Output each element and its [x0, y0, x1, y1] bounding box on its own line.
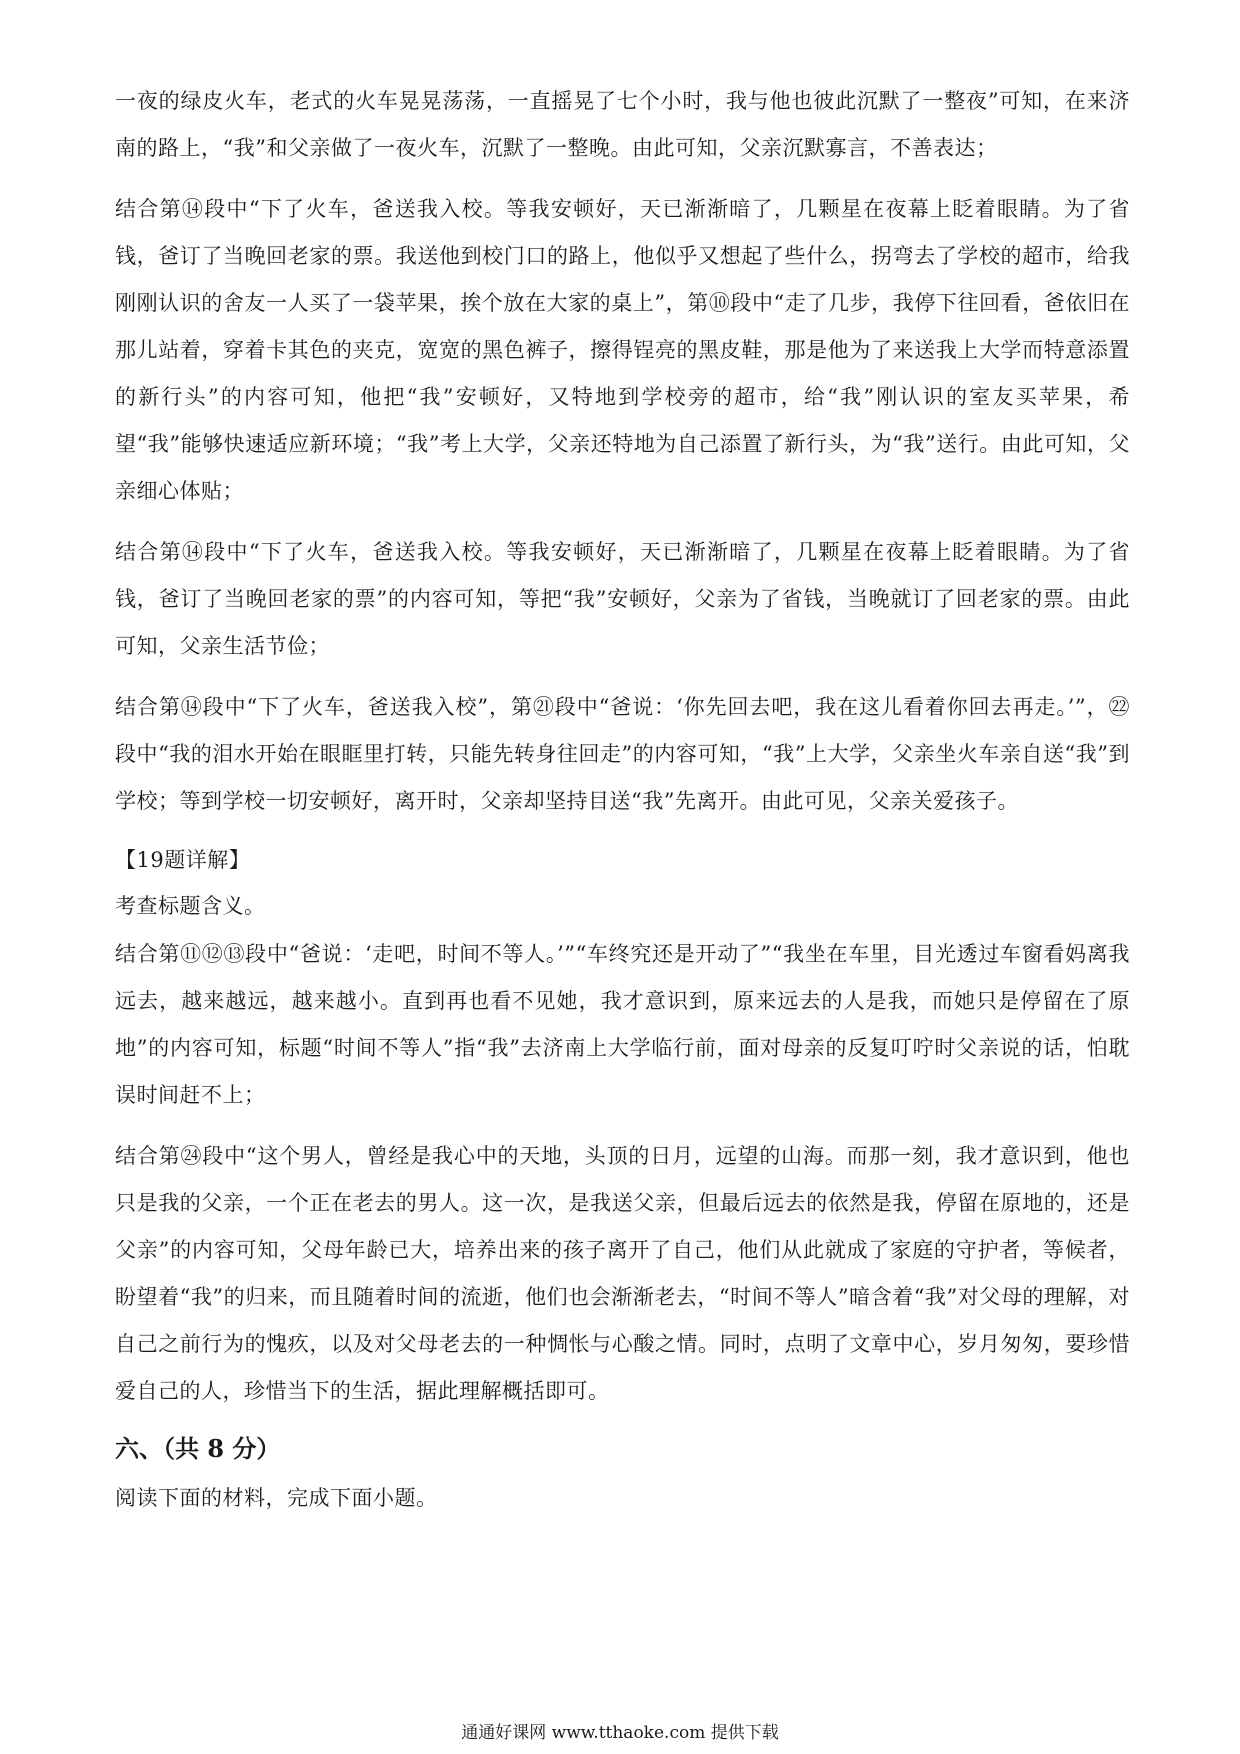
section-six-instruction: 阅读下面的材料，完成下面小题。	[115, 1486, 438, 1510]
paragraph-father-loving: 结合第⑭段中“下了火车，爸送我入校”，第㉑段中“爸说：‘你先回去吧，我在这儿看着你回去再走。’”，㉒段中“我的泪水开始在眼眶里打转，只能先转身往回走”的内容可知，“我”上大学，父亲坐火车亲自送“我”到学校；等到学校一切安顿好，离开时，父亲却坚持目送“我”先离开。由此可见，父亲关爱孩子。	[115, 695, 1130, 813]
paragraph-title-meaning-2: 结合第㉔段中“这个男人，曾经是我心中的天地，头顶的日月，远望的山海。而那一刻，我才意识到，他也只是我的父亲，一个正在老去的男人。这一次，是我送父亲，但最后远去的依然是我，停留在原地的，还是父亲”的内容可知，父母年龄已大，培养出来的孩子离开了自己，他们从此就成了家庭的守护者，等候者，盼望着“我”的归来，而且随着时间的流逝，他们也会渐渐老去，“时间不等人”暗含着“我”对父母的理解，对自己之前行为的愧疚，以及对父母老去的一种惆怅与心酸之情。同时，点明了文章中心，岁月匆匆，要珍惜爱自己的人，珍惜当下的生活，据此理解概括即可。	[115, 1144, 1130, 1403]
section-six-heading: 六、（共 8 分）	[115, 1434, 281, 1463]
question-19-heading: 【19题详解】	[115, 848, 251, 872]
paragraph-title-meaning-1: 结合第⑪⑫⑬段中“爸说：‘走吧，时间不等人。’”“车终究还是开动了”“我坐在车里，目光透过车窗看妈离我远去，越来越远，越来越小。直到再也看不见她，我才意识到，原来远去的人是我，而她只是停留在了原地”的内容可知，标题“时间不等人”指“我”去济南上大学临行前，面对母亲的反复叮咛时父亲说的话，怕耽误时间赶不上；	[115, 942, 1130, 1107]
paragraph-father-silent: 一夜的绿皮火车，老式的火车晃晃荡荡，一直摇晃了七个小时，我与他也彼此沉默了一整夜”可知，在来济南的路上，“我”和父亲做了一夜火车，沉默了一整晚。由此可知，父亲沉默寡言，不善表达；	[115, 89, 1130, 160]
paragraph-father-frugal: 结合第⑭段中“下了火车，爸送我入校。等我安顿好，天已渐渐暗了，几颗星在夜幕上眨着眼睛。为了省钱，爸订了当晚回老家的票”的内容可知，等把“我”安顿好，父亲为了省钱，当晚就订了回老家的票。由此可知，父亲生活节俭；	[115, 540, 1130, 658]
page-footer: 通通好课网 www.tthaoke.com 提供下载	[461, 1723, 779, 1743]
document-body	[115, 78, 1130, 1523]
question-19-topic: 考查标题含义。	[115, 894, 266, 918]
paragraph-father-caring: 结合第⑭段中“下了火车，爸送我入校。等我安顿好，天已渐渐暗了，几颗星在夜幕上眨着眼睛。为了省钱，爸订了当晚回老家的票。我送他到校门口的路上，他似乎又想起了些什么，拐弯去了学校的超市，给我刚刚认识的舍友一人买了一袋苹果，挨个放在大家的桌上”，第⑩段中“走了几步，我停下往回看，爸依旧在那儿站着，穿着卡其色的夹克，宽宽的黑色裤子，擦得锃亮的黑皮鞋，那是他为了来送我上大学而特意添置的新行头”的内容可知，他把“我”安顿好，又特地到学校旁的超市，给“我”刚认识的室友买苹果，希望“我”能够快速适应新环境；“我”考上大学，父亲还特地为自己添置了新行头，为“我”送行。由此可知，父亲细心体贴；	[115, 197, 1130, 503]
